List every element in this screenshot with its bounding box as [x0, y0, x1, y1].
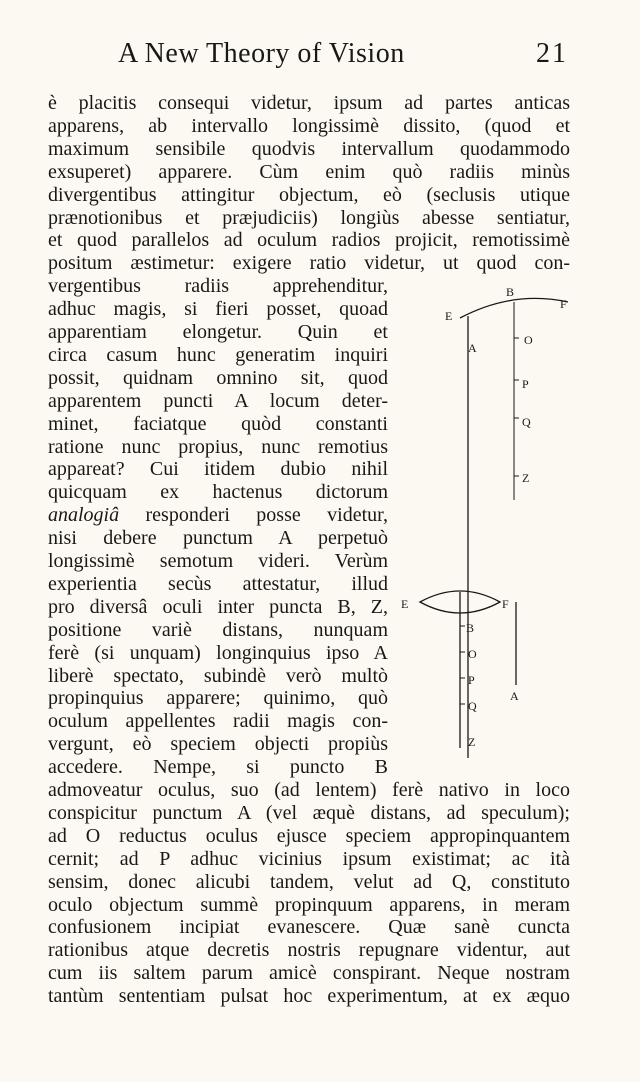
text-line: apparentem puncti A locum deter- — [48, 389, 388, 412]
text-line: analogiâ responderi posse videtur, — [48, 504, 388, 527]
diagram-label: O — [524, 333, 533, 347]
diagram-label: F — [560, 297, 567, 311]
text-line: divergentibus attingitur objectum, eò (seclusis utique — [48, 183, 570, 206]
text-line: apparens, ab intervallo longissimè dissito, (quod et — [48, 114, 570, 137]
text-line: minet, faciatque quòd constanti — [48, 412, 388, 435]
diagram-label: A — [468, 341, 477, 355]
text-line: positione variè distans, nunquam — [48, 618, 388, 641]
text-line: tantùm sententiam pulsat hoc experimentum, at ex æquo — [48, 985, 570, 1008]
text-line: apparentiam elongetur. Quin et — [48, 321, 388, 343]
text-line: pro diversâ oculi inter puncta B, Z, — [48, 595, 388, 618]
text-line: experientia secùs attestatur, illud — [48, 572, 388, 595]
diagram-label: E — [445, 309, 453, 323]
text-line: possit, quidnam omnino sit, quod — [48, 366, 388, 389]
diagram-label: Q — [522, 415, 531, 429]
text-line: cum iis saltem parum amicè conspirant. Neque nostram — [48, 962, 570, 985]
text-line: ferè (si unquam) longinquius ipso A — [48, 641, 388, 664]
optics-diagram — [398, 280, 580, 760]
diagram-label: P — [468, 673, 475, 687]
text-line: appareat? Cui itidem dubio nihil — [48, 458, 388, 481]
text-line: positum æstimetur: exigere ratio videtur, ut quod con- — [48, 252, 570, 275]
text-line: longissimè semotum videri. Verùm — [48, 550, 388, 572]
text-line: admoveatur oculus, suo (ad lentem) ferè nativo in loco — [48, 779, 570, 801]
page-number: 21 — [536, 38, 568, 69]
text-line: maximum sensibile quodvis intervallum quodammodo — [48, 137, 570, 160]
text-line: cernit; ad P adhuc vicinius ipsum existimat; ac ità — [48, 847, 570, 870]
text-line: exsuperet) apparere. Cùm enim quò radiis minùs — [48, 160, 570, 183]
text-line: vergentibus radiis apprehenditur, — [48, 275, 388, 298]
text-line: nisi debere punctum A perpetuò — [48, 527, 388, 550]
text-line: è placitis consequi videtur, ipsum ad partes anticas — [48, 92, 570, 114]
text-line: ratione nunc propius, nunc remotius — [48, 435, 388, 458]
text-line: accedere. Nempe, si puncto B — [48, 756, 388, 779]
diagram-label: A — [510, 689, 519, 703]
text-line: conspicitur punctum A (vel æquè distans, ad speculum); — [48, 801, 570, 824]
diagram-label: B — [506, 285, 515, 299]
page-header — [48, 38, 572, 78]
text-line: rationibus atque decretis nostris repugnare videntur, aut — [48, 939, 570, 962]
text-line: oculo objectum summè propinquum apparens, in meram — [48, 893, 570, 916]
text-line: et quod parallelos ad oculum radios projicit, remotissimè — [48, 229, 570, 252]
text-line: ad O reductus oculus ejusce speciem appropinquantem — [48, 824, 570, 847]
text-line: circa casum hunc generatim inquiri — [48, 343, 388, 366]
running-title: A New Theory of Vision — [118, 38, 405, 69]
diagram-label: Z — [522, 471, 530, 485]
diagram-label: B — [466, 621, 475, 635]
diagram-label: Q — [468, 699, 477, 713]
text-line: oculum appellentes radii magis con- — [48, 710, 388, 733]
diagram-label: E — [401, 597, 409, 611]
diagram-label: O — [468, 647, 477, 661]
text-line: vergunt, eò speciem objecti propiùs — [48, 733, 388, 756]
text-line: quicquam ex hactenus dictorum — [48, 481, 388, 504]
text-line: confusionem incipiat evanescere. Quæ sanè cuncta — [48, 916, 570, 939]
text-line: adhuc magis, si fieri posset, quoad — [48, 298, 388, 321]
text-line: propinquius apparere; quinimo, quò — [48, 687, 388, 710]
diagram-label: P — [522, 377, 529, 391]
italic-word: analogiâ — [48, 504, 120, 527]
text-line: liberè spectato, subindè verò multò — [48, 664, 388, 687]
diagram-label: F — [502, 597, 509, 611]
text-line: sensim, donec alicubi tandem, velut ad Q, constituto — [48, 870, 570, 893]
diagram-label: Z — [468, 735, 476, 749]
text-line: prænotionibus et præjudiciis) longiùs abesse sentiatur, — [48, 206, 570, 229]
